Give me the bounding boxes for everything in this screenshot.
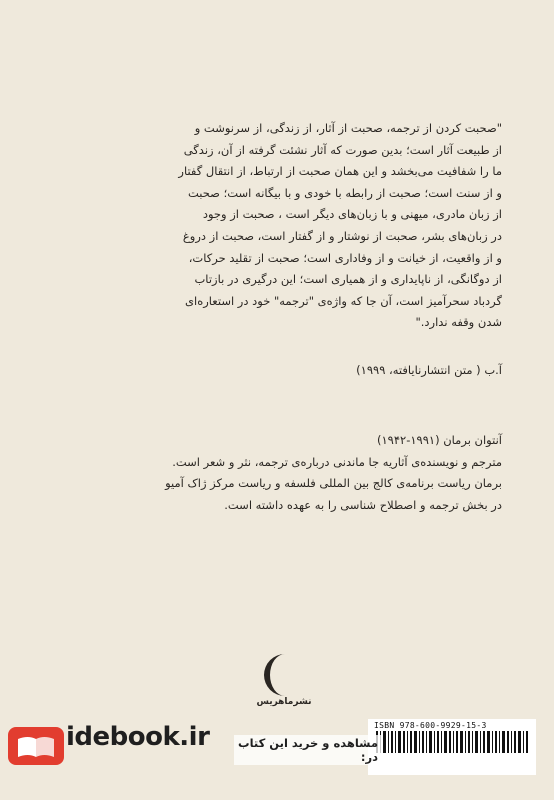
author-bio xyxy=(122,430,502,516)
publisher-logo-icon xyxy=(260,650,310,720)
site-tagline: مشاهده و خرید این کتاب در: xyxy=(234,735,382,765)
author-name-dates: آنتوان برمان (۱۹۹۱-۱۹۴۲) xyxy=(377,433,502,447)
quote-attribution: آ.ب ( متن انتشارنایافته، ۱۹۹۹) xyxy=(356,363,502,377)
quote-line: ما را شفافیت می‌بخشد و این همان صحبت از ارتباط، از انتقال گفتار xyxy=(178,164,502,179)
bio-line: در بخش ترجمه و اصطلاح شناسی را به عهده داشته است. xyxy=(224,497,502,512)
bio-line: برمان ریاست برنامه‌ی کالج بین المللی فلسفه و ریاست مرکز ژاک آمیو xyxy=(165,476,502,490)
bio-line: مترجم و نویسنده‌ی آثاریه جا ماندنی درباره‌ی ترجمه، نثر و شعر است. xyxy=(172,454,502,469)
quote-line: شدن وقفه ندارد." xyxy=(415,315,502,330)
barcode-icon xyxy=(376,731,528,753)
site-logo-badge xyxy=(8,727,64,765)
quote-line: از زبان مادری، میهنی و با زبان‌های دیگر است ، صحبت از وجود xyxy=(202,207,502,222)
site-name: idebook.ir xyxy=(66,722,210,752)
quote-line: گردباد سحرآمیز است، آن جا که واژه‌ی "ترجمه" خود در استعاره‌ای xyxy=(185,293,502,308)
quote-line: از طبیعت آثار است؛ بدین صورت که آثار نشئت گرفته از آن، زندگی xyxy=(183,142,502,157)
quote-line: و از سنت است؛ صحبت از رابطه با خودی و با بیگانه است؛ صحبت xyxy=(187,185,502,200)
isbn-barcode-box xyxy=(368,719,536,775)
isbn-text: ISBN 978-600-9929-15-3 xyxy=(374,721,487,730)
book-icon xyxy=(8,727,64,765)
quote-line: "صحبت کردن از ترجمه، صحبت از آثار، از زندگی، از سرنوشت و xyxy=(194,121,502,135)
publisher-name: نشرماهریس xyxy=(256,697,312,707)
quote-block xyxy=(122,118,502,334)
quote-line: در زبان‌های بشر، صحبت از نوشتار و از گفتار است، صحبت از دروغ xyxy=(182,228,502,243)
quote-line: و از واقعیت، از خیانت و از وفاداری است؛ صحبت از تقلید حرکات، xyxy=(188,250,502,265)
quote-line: از دوگانگی، از ناپایداری و از همیاری است؛ این درگیری در بازتاب xyxy=(194,272,502,287)
